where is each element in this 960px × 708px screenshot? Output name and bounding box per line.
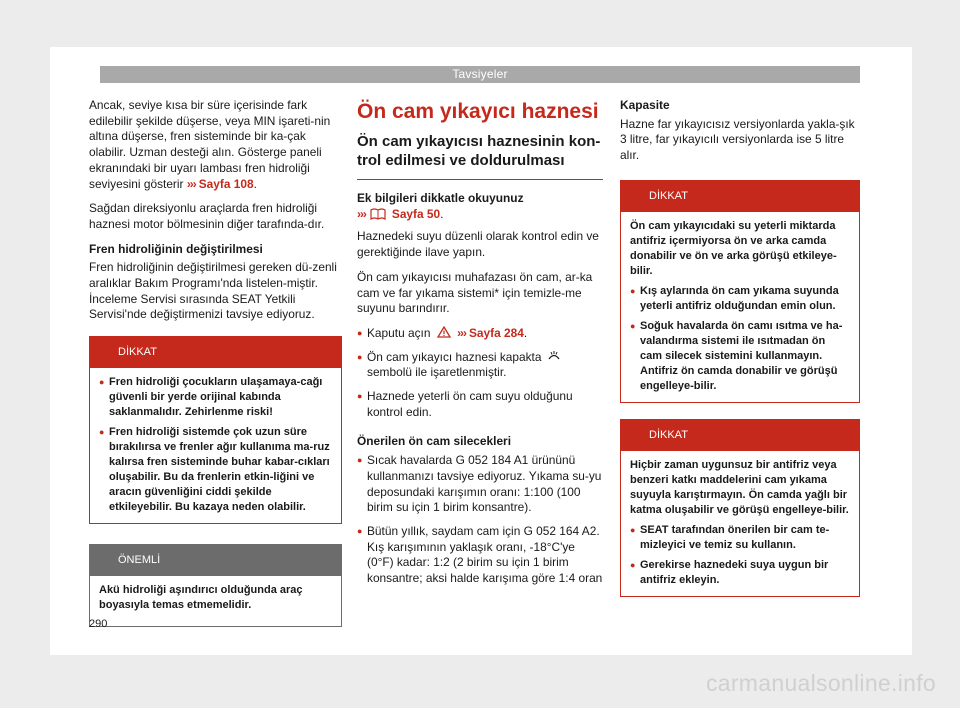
subheading: Önerilen ön cam silecekleri	[357, 434, 511, 449]
subheading: Kapasite	[620, 98, 670, 112]
intro-note: Ek bilgileri dikkatle okuyunuz ››› Sayfa 50.	[357, 191, 524, 221]
section-subtitle: Ön cam yıkayıcısı haznesinin kon-trol edilmesi ve doldurulması	[357, 133, 601, 169]
paragraph: Haznedeki suyu düzenli olarak kontrol edin ve gerektiğinde ilave yapın.	[357, 229, 599, 260]
warning-triangle-icon	[437, 326, 451, 338]
list-item: ● Kaputu açın ››› Sayfa 284.	[357, 326, 603, 342]
paragraph: Ön cam yıkayıcısı muhafazası ön cam, ar-ka cam ve far yıkama sistemi* için temizle-me suyunu barındırır.	[357, 269, 593, 316]
warning-box	[620, 419, 860, 597]
list-item: ● Haznede yeterli ön cam suyu olduğunu kontrol edin.	[357, 389, 603, 420]
column-right	[620, 98, 860, 611]
subheading: Fren hidroliğinin değiştirilmesi	[89, 241, 263, 256]
list-item: ● Kış aylarında ön cam yıkama suyunda yeterli antifriz olduğundan emin olun.	[630, 284, 850, 314]
paragraph: Sağdan direksiyonlu araçlarda fren hidroliği haznesi motor bölmesinin diğer tarafında-dır.	[89, 201, 325, 231]
warning-box-body: Ön cam yıkayıcıdaki su yeterli miktarda antifriz içermiyorsa ön ve arka camda donabilir ve ön ve arka görüşü etkileye-bilir. ● Kış aylarında ön cam yıkama suyunda yeterli antifriz olduğundan emin olun. ● Soğuk havalarda ön camı ısıtma ve ha-valandırma sistemi ile ısıtmadan ön cam silecek sistemini kullanmayın. Antifriz ön camda donabilir ve görüşü engelleye-bilir.	[621, 212, 859, 402]
warning-box-header: DİKKAT	[621, 181, 859, 212]
warning-box	[89, 336, 342, 524]
paragraph: Fren hidroliğinin değiştirilmesi gereken dü-zenli aralıklar Bakım Programı'nda listelen-miştir. İnceleme Servisi sırasında SEAT Yetkili Servisi'nde değiştirmenizi tavsiye ediyoruz.	[89, 260, 337, 322]
warning-box-body: Hiçbir zaman uygunsuz bir antifriz veya benzeri katkı maddelerini cam yıkama suyuyla karıştırmayın. Ön camda yağlı bir katma oluşabilir ve görüşü engelleye-bilir. ● SEAT tarafından önerilen bir cam te-mizleyici ve temiz su kullanın. ● Gerekirse haznedeki suya uygun bir antifriz ekleyin.	[621, 451, 859, 596]
chevrons-icon: ›››	[357, 206, 366, 221]
book-icon	[369, 208, 387, 221]
paragraph: Hazne far yıkayıcısız versiyonlarda yakla-şık 3 litre, far yıkayıcılı versiyonlarda ise 5 litre alır.	[620, 116, 855, 163]
page-reference-link[interactable]: ››› Sayfa 284	[457, 325, 524, 340]
washer-fluid-icon	[547, 350, 561, 362]
page-reference-link[interactable]: ››› Sayfa 108	[186, 176, 254, 191]
warning-box-header: DİKKAT	[90, 337, 341, 368]
list-item: ● Fren hidroliği çocukların ulaşamaya-cağı güvenli bir yerde orijinal kabında saklanmalıdır. Zehirlenme riski!	[99, 375, 332, 420]
paragraph: Ancak, seviye kısa bir süre içerisinde fark edilebilir şekilde düşerse, veya MIN işareti-nin altına düşerse, fren sisteminde bir ka-çak olabilir. Uzman desteği alın. Gösterge paneli ekranındaki bir uyarı lambası fren hidroliği seviyesini gösterir ››› Sayfa 108.	[89, 98, 331, 191]
section-title: Ön cam yıkayıcı haznesi	[357, 100, 599, 123]
warning-box	[620, 180, 860, 403]
list-item: ● Soğuk havalarda ön camı ısıtma ve ha-valandırma sistemi ile ısıtmadan ön cam silecek sistemini kullanmayın. Antifriz ön camda donabilir ve görüşü engelleye-bilir.	[630, 319, 850, 394]
column-middle	[357, 100, 603, 595]
list-item: ● SEAT tarafından önerilen bir cam te-mizleyici ve temiz su kullanın.	[630, 523, 850, 553]
list-item: ● Ön cam yıkayıcı haznesi kapakta sembolü ile işaretlenmiştir.	[357, 350, 603, 381]
watermark: carmanualsonline.info	[705, 670, 936, 696]
notice-box-body: Akü hidroliği aşındırıcı olduğunda araç boyasıyla temas etmemelidir.	[99, 584, 303, 612]
chevrons-icon: ›››	[186, 176, 196, 191]
section-header: Tavsiyeler	[100, 66, 860, 83]
list-item: ● Bütün yıllık, saydam cam için G 052 164 A2. Kış karışımının yaklaşık oranı, -18°C'ye (0°F) kadar: 1:2 (2 birim su için 1 birim konsantre; aksi halde karışıma göre 1:4 oran	[357, 524, 603, 587]
chevrons-icon: ›››	[457, 325, 466, 340]
warning-box-body	[90, 368, 341, 523]
list-item: ● Gerekirse haznedeki suya uygun bir antifriz ekleyin.	[630, 558, 850, 588]
page-number: 290	[89, 618, 108, 630]
warning-box-header: DİKKAT	[621, 420, 859, 451]
list-item: ● Sıcak havalarda G 052 184 A1 ürününü kullanmanızı tavsiye ediyoruz. Yıkama su-yu deposundaki karışımın oranı: 1:100 (100 birim su için 1 birim konsantre).	[357, 453, 603, 516]
notice-box	[89, 544, 342, 627]
notice-box-header: ÖNEMLİ	[90, 545, 341, 576]
page-reference-link[interactable]: ››› Sayfa 50	[357, 206, 441, 221]
column-left	[89, 98, 342, 641]
divider	[357, 179, 603, 180]
list-item: ● Fren hidroliği sistemde çok uzun süre bırakılırsa ve frenler ağır kullanıma ma-ruz kalırsa fren sisteminde buhar kabar-cıkları oluşabilir. Bu da frenlerin etkin-liğini ve aracın güvenliğini ciddi şekilde etkileyebilir. Bu kazaya neden olabilir.	[99, 425, 332, 515]
